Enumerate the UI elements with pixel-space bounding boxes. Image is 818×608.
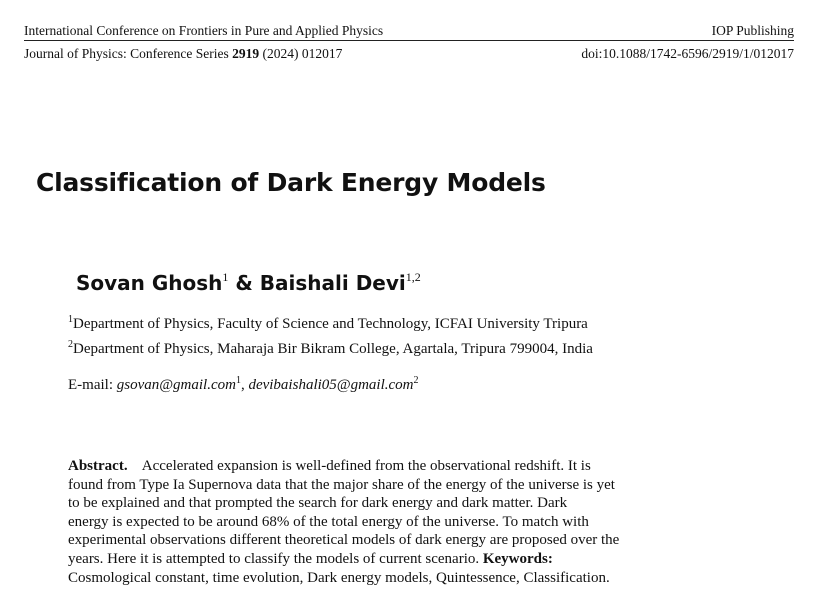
conference-name: International Conference on Frontiers in Pure and Applied Physics <box>24 23 384 38</box>
affiliation-mark: 2 <box>68 339 73 350</box>
author-name: Baishali Devi <box>259 271 406 295</box>
affiliation-text: Department of Physics, Maharaja Bir Bikram College, Agartala, Tripura 799004, India <box>73 341 593 357</box>
author-affiliation-mark: 1,2 <box>405 270 421 285</box>
journal-citation <box>24 46 342 62</box>
paper-title: Classification of Dark Energy Models <box>36 168 546 197</box>
header-rule <box>24 40 794 41</box>
email-address[interactable]: gsovan@gmail.com <box>116 377 236 393</box>
author-list <box>76 271 421 295</box>
email-separator: , <box>240 377 249 393</box>
email-line <box>68 375 418 394</box>
affiliation <box>68 339 593 358</box>
doi: doi:10.1088/1742-6596/2919/1/012017 <box>581 46 794 61</box>
running-header-top <box>24 23 794 39</box>
publisher-name: IOP Publishing <box>711 23 794 38</box>
abstract <box>68 457 758 587</box>
abstract-line <box>68 550 758 569</box>
author-name: Sovan Ghosh <box>76 271 223 295</box>
abstract-line: found from Type Ia Supernova data that the major share of the energy of the universe is yet <box>68 476 615 493</box>
keywords-list: Cosmological constant, time evolution, Dark energy models, Quintessence, Classification. <box>68 569 610 586</box>
keywords-label: Keywords: <box>482 550 553 567</box>
email-address[interactable]: devibaishali05@gmail.com <box>248 377 414 393</box>
affiliation <box>68 314 588 333</box>
abstract-line <box>68 457 758 476</box>
abstract-line: energy is expected to be around 68% of the total energy of the universe. To match with <box>68 513 589 530</box>
abstract-label: Abstract. <box>68 458 128 474</box>
abstract-text: years. Here it is attempted to classify the models of current scenario. <box>68 550 483 567</box>
abstract-text: Accelerated expansion is well-defined from the observational redshift. It is <box>141 458 591 474</box>
author-separator: & <box>228 271 260 295</box>
abstract-line: to be explained and that prompted the search for dark energy and dark matter. Dark <box>68 495 568 512</box>
affiliation-text: Department of Physics, Faculty of Science and Technology, ICFAI University Tripura <box>73 316 588 332</box>
affiliation-mark: 1 <box>68 314 73 325</box>
journal-volume: 2919 <box>232 46 260 61</box>
email-label: E-mail: <box>68 377 117 393</box>
author-affiliation-mark: 1 <box>222 270 229 285</box>
running-header-bottom <box>24 46 794 62</box>
email-mark: 1 <box>235 375 241 386</box>
journal-name: Journal of Physics: Conference Series <box>24 46 233 61</box>
journal-year-article: (2024) 012017 <box>259 46 343 61</box>
abstract-line: experimental observations different theoretical models of dark energy are proposed over the <box>68 532 620 549</box>
email-mark: 2 <box>413 375 419 386</box>
